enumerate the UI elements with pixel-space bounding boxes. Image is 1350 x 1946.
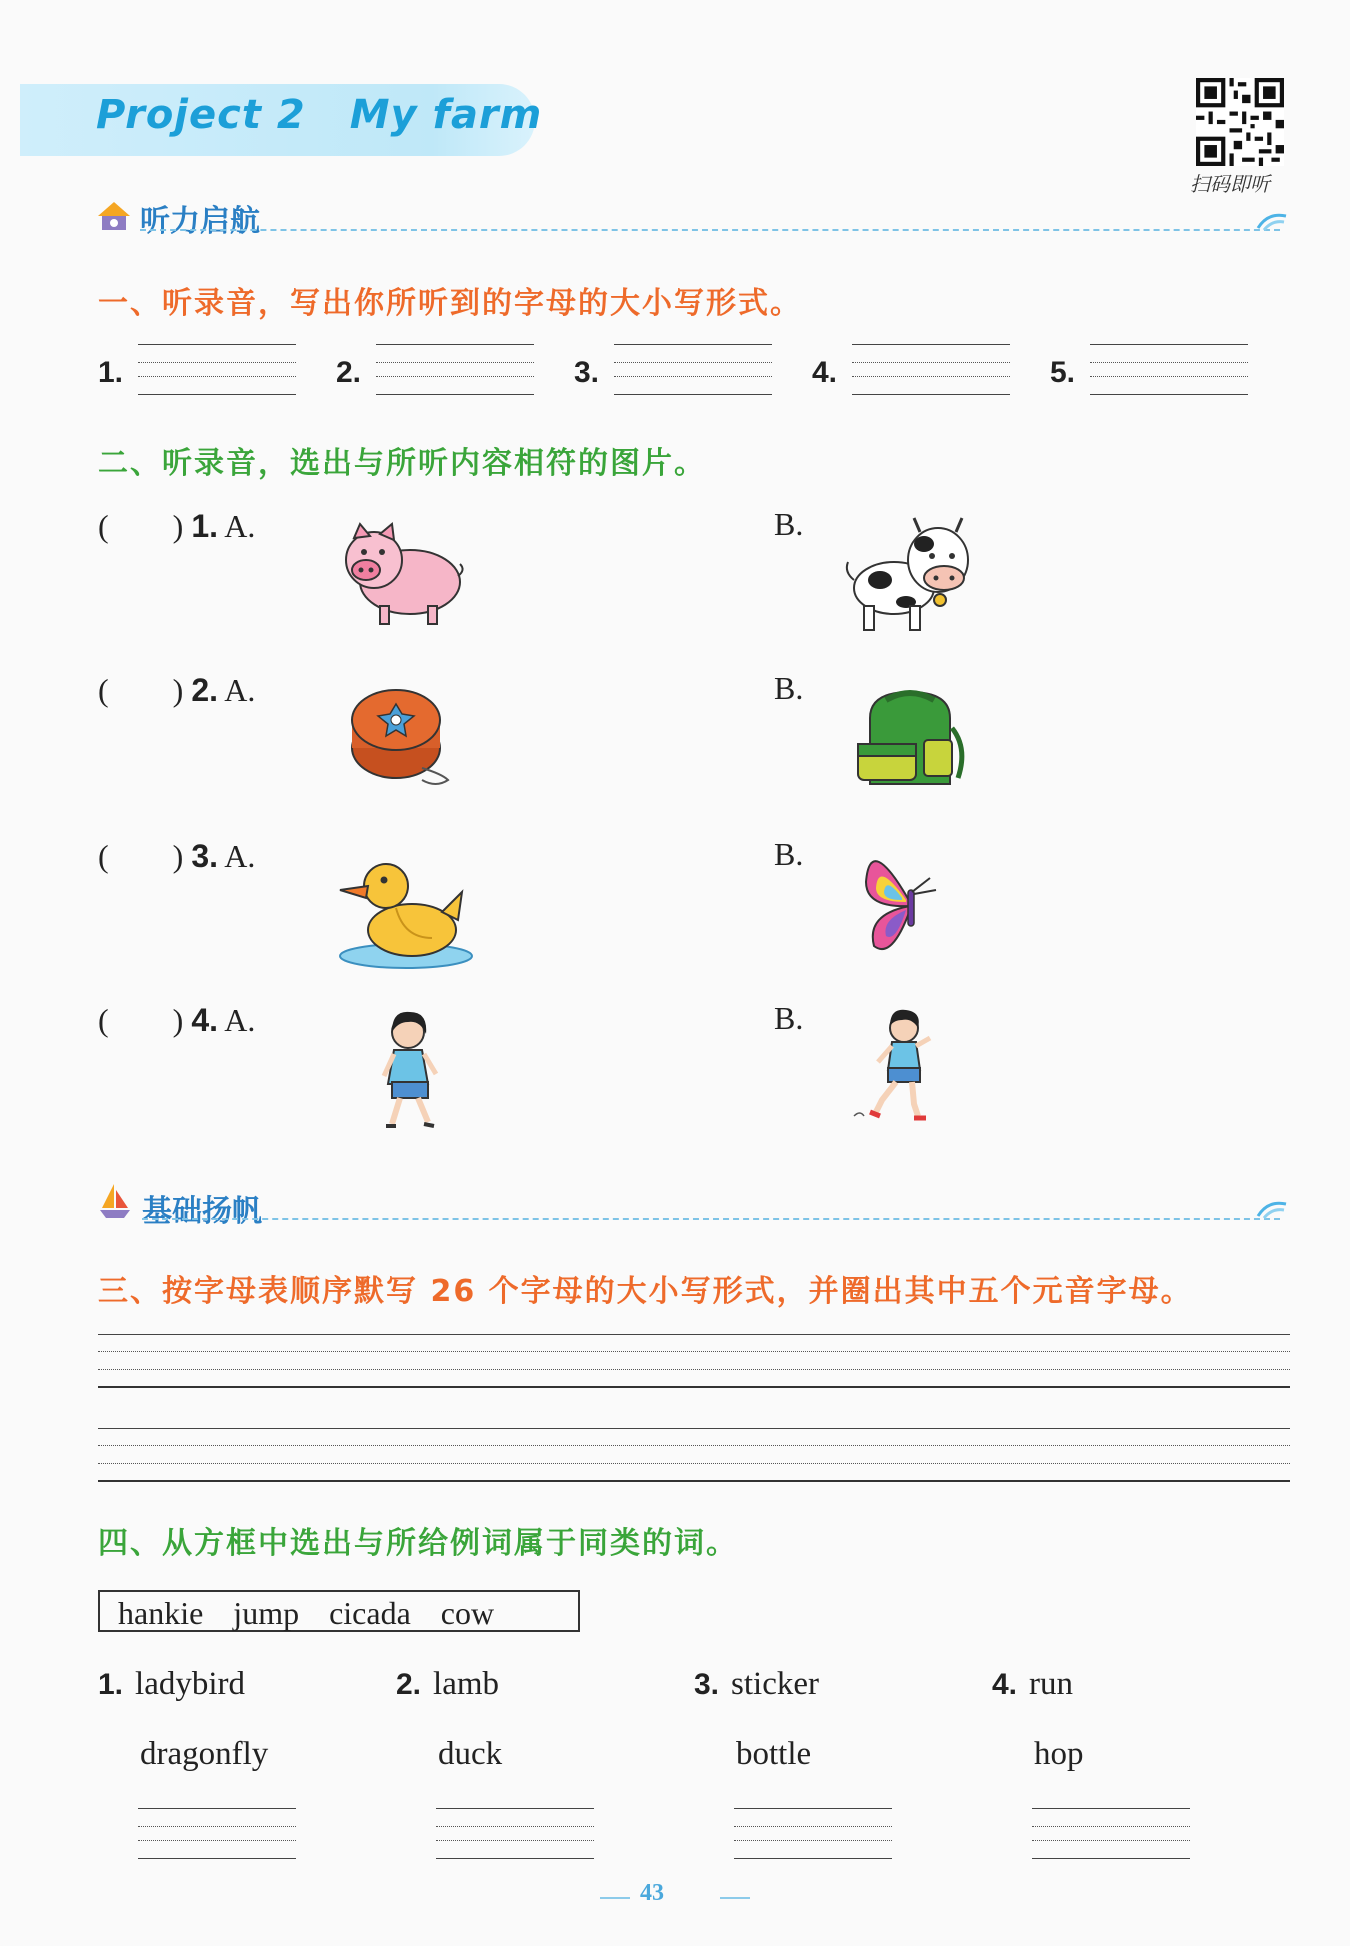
question-1-title: 一、听录音，写出你所听到的字母的大小写形式。 <box>98 286 802 321</box>
example-word: sticker <box>731 1666 819 1702</box>
box-word: jump <box>233 1595 300 1631</box>
option-b-label: B. <box>774 670 804 706</box>
box-word: cow <box>440 1595 495 1631</box>
q4-item-4 <box>992 1666 1073 1703</box>
q2-row-1 <box>98 508 255 545</box>
answer-blank[interactable]: ( ) <box>98 508 184 544</box>
yoyo-image[interactable] <box>346 686 456 790</box>
page-number-rule <box>720 1897 750 1899</box>
q1-writing-line-1[interactable] <box>138 344 296 400</box>
q2-number: 3. <box>191 838 218 874</box>
q1-number-1: 1. <box>98 356 124 389</box>
unit-title: My farm <box>349 92 543 138</box>
q1-number-4: 4. <box>812 356 838 389</box>
section-divider <box>140 229 1280 231</box>
example-word: lamb <box>433 1666 500 1702</box>
word-box <box>98 1590 580 1632</box>
q4-writing-line-2[interactable] <box>436 1808 594 1864</box>
q4-item-2 <box>396 1666 499 1703</box>
project-label: Project 2 <box>96 92 306 138</box>
box-word: hankie <box>118 1595 204 1631</box>
pig-image[interactable] <box>330 520 466 630</box>
wave-icon <box>1256 1196 1288 1220</box>
cow-image[interactable] <box>840 508 980 636</box>
question-3-title: 三、按字母表顺序默写 26 个字母的大小写形式，并圈出其中五个元音字母。 <box>98 1274 1193 1309</box>
q1-number-2: 2. <box>336 356 362 389</box>
wave-icon <box>1256 208 1288 232</box>
qr-caption: 扫码即听 <box>1190 172 1270 196</box>
question-2-title: 二、听录音，选出与所听内容相符的图片。 <box>98 446 706 481</box>
example-word: dragonfly <box>140 1736 269 1772</box>
page-number-rule <box>600 1897 630 1899</box>
q2-row-3 <box>98 838 255 875</box>
duck-image[interactable] <box>334 852 476 972</box>
option-a-label: A. <box>224 1002 256 1038</box>
answer-blank[interactable]: ( ) <box>98 838 184 874</box>
q1-writing-line-2[interactable] <box>376 344 534 400</box>
example-word: bottle <box>736 1736 812 1772</box>
qr-code-icon[interactable] <box>1196 78 1284 166</box>
butterfly-image[interactable] <box>856 842 966 966</box>
option-b-label: B. <box>774 506 804 542</box>
sailboat-icon <box>98 1182 132 1220</box>
example-word: ladybird <box>135 1666 246 1702</box>
q4-writing-line-1[interactable] <box>138 1808 296 1864</box>
page-title <box>96 92 542 138</box>
option-b-label: B. <box>774 1000 804 1036</box>
example-word: duck <box>438 1736 503 1772</box>
section-basics-title: 基础扬帆 <box>142 1194 262 1229</box>
boy-running-image[interactable] <box>848 1008 946 1126</box>
q3-writing-area[interactable] <box>98 1334 1290 1489</box>
box-word: cicada <box>329 1595 411 1631</box>
schoolbag-image[interactable] <box>850 688 970 794</box>
q4-number: 4. <box>992 1668 1018 1701</box>
q2-number: 4. <box>191 1002 218 1038</box>
q4-number: 2. <box>396 1668 422 1701</box>
girl-walking-image[interactable] <box>374 1010 448 1134</box>
q1-writing-line-5[interactable] <box>1090 344 1248 400</box>
q2-number: 1. <box>191 508 218 544</box>
q1-writing-line-3[interactable] <box>614 344 772 400</box>
answer-blank[interactable]: ( ) <box>98 1002 184 1038</box>
q4-writing-line-3[interactable] <box>734 1808 892 1864</box>
example-word: hop <box>1034 1736 1084 1772</box>
answer-blank[interactable]: ( ) <box>98 672 184 708</box>
option-a-label: A. <box>224 672 256 708</box>
q2-number: 2. <box>191 672 218 708</box>
example-word: run <box>1029 1666 1074 1702</box>
section-divider <box>142 1218 1280 1220</box>
q1-number-5: 5. <box>1050 356 1076 389</box>
section-listening-title: 听力启航 <box>140 204 260 239</box>
q4-item-3 <box>694 1666 819 1703</box>
q4-number: 3. <box>694 1668 720 1701</box>
option-a-label: A. <box>224 838 256 874</box>
q4-item-1 <box>98 1666 245 1703</box>
option-b-label: B. <box>774 836 804 872</box>
q4-writing-line-4[interactable] <box>1032 1808 1190 1864</box>
q2-row-4 <box>98 1002 255 1039</box>
q1-writing-line-4[interactable] <box>852 344 1010 400</box>
option-a-label: A. <box>224 508 256 544</box>
question-4-title: 四、从方框中选出与所给例词属于同类的词。 <box>98 1526 738 1561</box>
q2-row-2 <box>98 672 255 709</box>
house-icon <box>96 200 132 234</box>
q4-number: 1. <box>98 1668 124 1701</box>
page-number: 43 <box>640 1880 664 1906</box>
q1-number-3: 3. <box>574 356 600 389</box>
